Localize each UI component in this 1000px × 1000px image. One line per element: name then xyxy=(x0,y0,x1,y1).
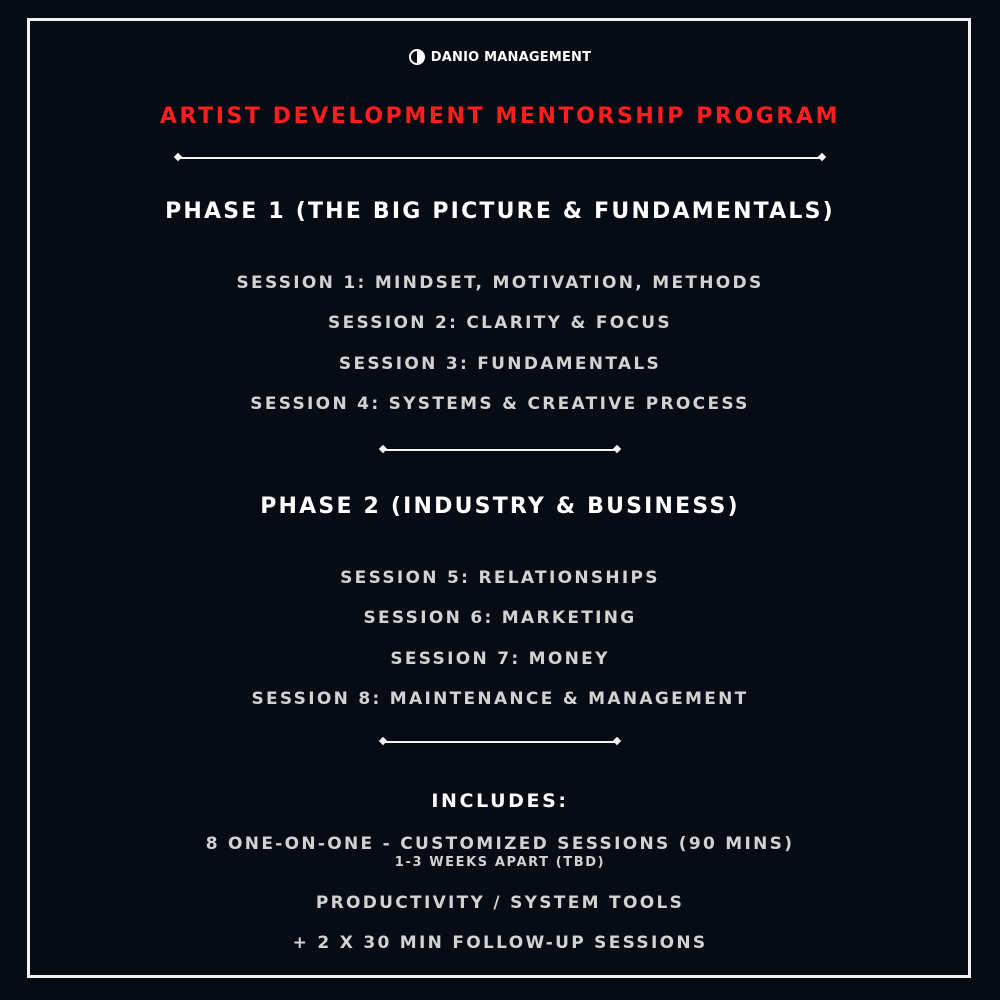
includes-divider xyxy=(383,741,617,743)
session-item: SESSION 7: MONEY xyxy=(390,649,610,669)
include-item-note: 1-3 WEEKS APART (TBD) xyxy=(394,855,606,870)
includes-heading: INCLUDES: xyxy=(431,790,569,812)
half-circle-logo-icon xyxy=(409,49,425,65)
session-item: SESSION 4: SYSTEMS & CREATIVE PROCESS xyxy=(250,394,750,414)
include-item: 8 ONE-ON-ONE - CUSTOMIZED SESSIONS (90 MINS) xyxy=(205,834,795,854)
brand-header xyxy=(0,46,1000,68)
session-item: SESSION 1: MINDSET, MOTIVATION, METHODS xyxy=(236,273,764,293)
brand-name: DANIO MANAGEMENT xyxy=(430,49,592,65)
session-item: SESSION 3: FUNDAMENTALS xyxy=(338,354,662,374)
include-item: + 2 X 30 MIN FOLLOW-UP SESSIONS xyxy=(292,933,708,953)
session-item: SESSION 6: MARKETING xyxy=(363,608,637,628)
title-divider xyxy=(178,157,822,159)
session-item: SESSION 2: CLARITY & FOCUS xyxy=(328,313,672,333)
session-item: SESSION 8: MAINTENANCE & MANAGEMENT xyxy=(251,689,749,709)
program-title: ARTIST DEVELOPMENT MENTORSHIP PROGRAM xyxy=(159,104,841,129)
phase-1-title: PHASE 1 (THE BIG PICTURE & FUNDAMENTALS) xyxy=(165,199,835,224)
phase-2-title: PHASE 2 (INDUSTRY & BUSINESS) xyxy=(260,494,740,519)
session-item: SESSION 5: RELATIONSHIPS xyxy=(340,568,660,588)
include-item: PRODUCTIVITY / SYSTEM TOOLS xyxy=(315,893,685,913)
phase-divider xyxy=(383,449,617,451)
